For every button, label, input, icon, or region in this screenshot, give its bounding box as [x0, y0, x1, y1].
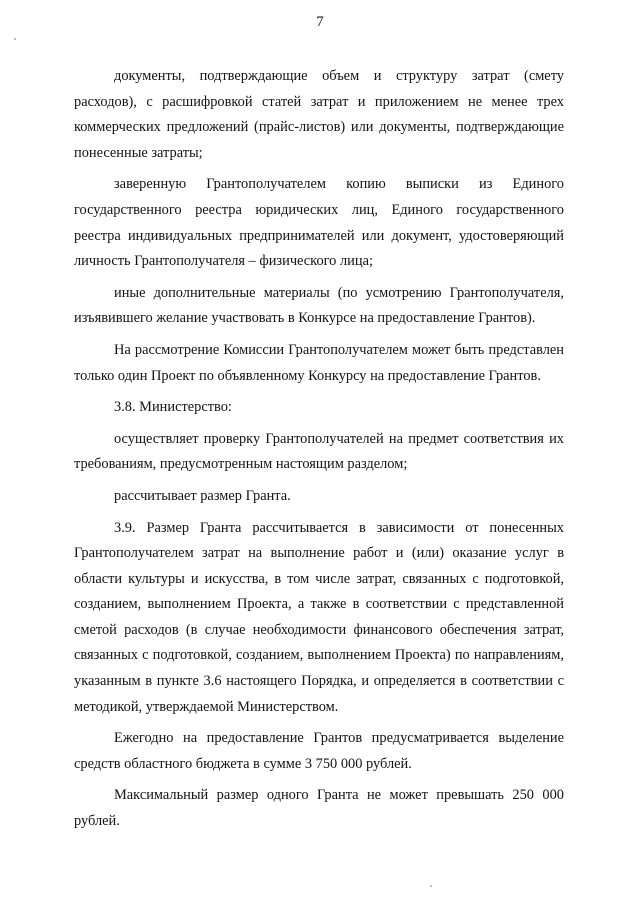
paragraph-verification: осуществляет проверку Грантополучателей на предмет соответствия их требованиям, предусмотренным настоящим разделом;: [74, 430, 564, 473]
paragraph-section-3-8: 3.8. Министерство:: [114, 399, 232, 416]
paragraph-max-grant: Максимальный размер одного Гранта не может превышать 250 000 рублей.: [74, 787, 564, 830]
document-body: [74, 64, 564, 841]
scan-mark-bottom: [430, 885, 432, 887]
paragraph-additional-materials: иные дополнительные материалы (по усмотрению Грантополучателя, изъявившего желание участвовать в Конкурсе на предоставление Грантов).: [74, 284, 564, 327]
paragraph-single-project: На рассмотрение Комиссии Грантополучателем может быть представлен только один Проект по объявленному Конкурсу на предоставление Грантов.: [74, 341, 564, 384]
paragraph-cost-documents: документы, подтверждающие объем и структуру затрат (смету расходов), с расшифровкой статей затрат и приложением не менее трех коммерческих предложений (прайс-листов) или документы, подтверждающие понесенные затраты;: [74, 68, 564, 161]
paragraph-calculates-grant: рассчитывает размер Гранта.: [114, 487, 291, 504]
paragraph-annual-budget: Ежегодно на предоставление Грантов предусматривается выделение средств областного бюджета в сумме 3 750 000 рублей.: [74, 730, 564, 772]
scan-mark-top-left: [14, 38, 16, 40]
paragraph-section-3-9: 3.9. Размер Гранта рассчитывается в зависимости от понесенных Грантополучателем затрат на выполнение работ и (или) оказание услуг в области культуры и искусства, в том числе затрат, связанных с подготовкой, созданием, выполнением Проекта, а также в соответствии с представленной сметой расходов (в случае необходимости финансового обеспечения затрат, связанных с подготовкой, созданием, выполнением Проекта) по направлениям, указанным в пункте 3.6 настоящего Порядка, и определяется в соответствии с методикой, утверждаемой Министерством.: [74, 519, 564, 715]
paragraph-registry-extract: заверенную Грантополучателем копию выписки из Единого государственного реестра юридических лиц, Единого государственного реестра индивидуальных предпринимателей или документ, удостоверяющий личность Грантополучателя – физического лица;: [74, 176, 564, 270]
page-number: 7: [316, 14, 324, 30]
